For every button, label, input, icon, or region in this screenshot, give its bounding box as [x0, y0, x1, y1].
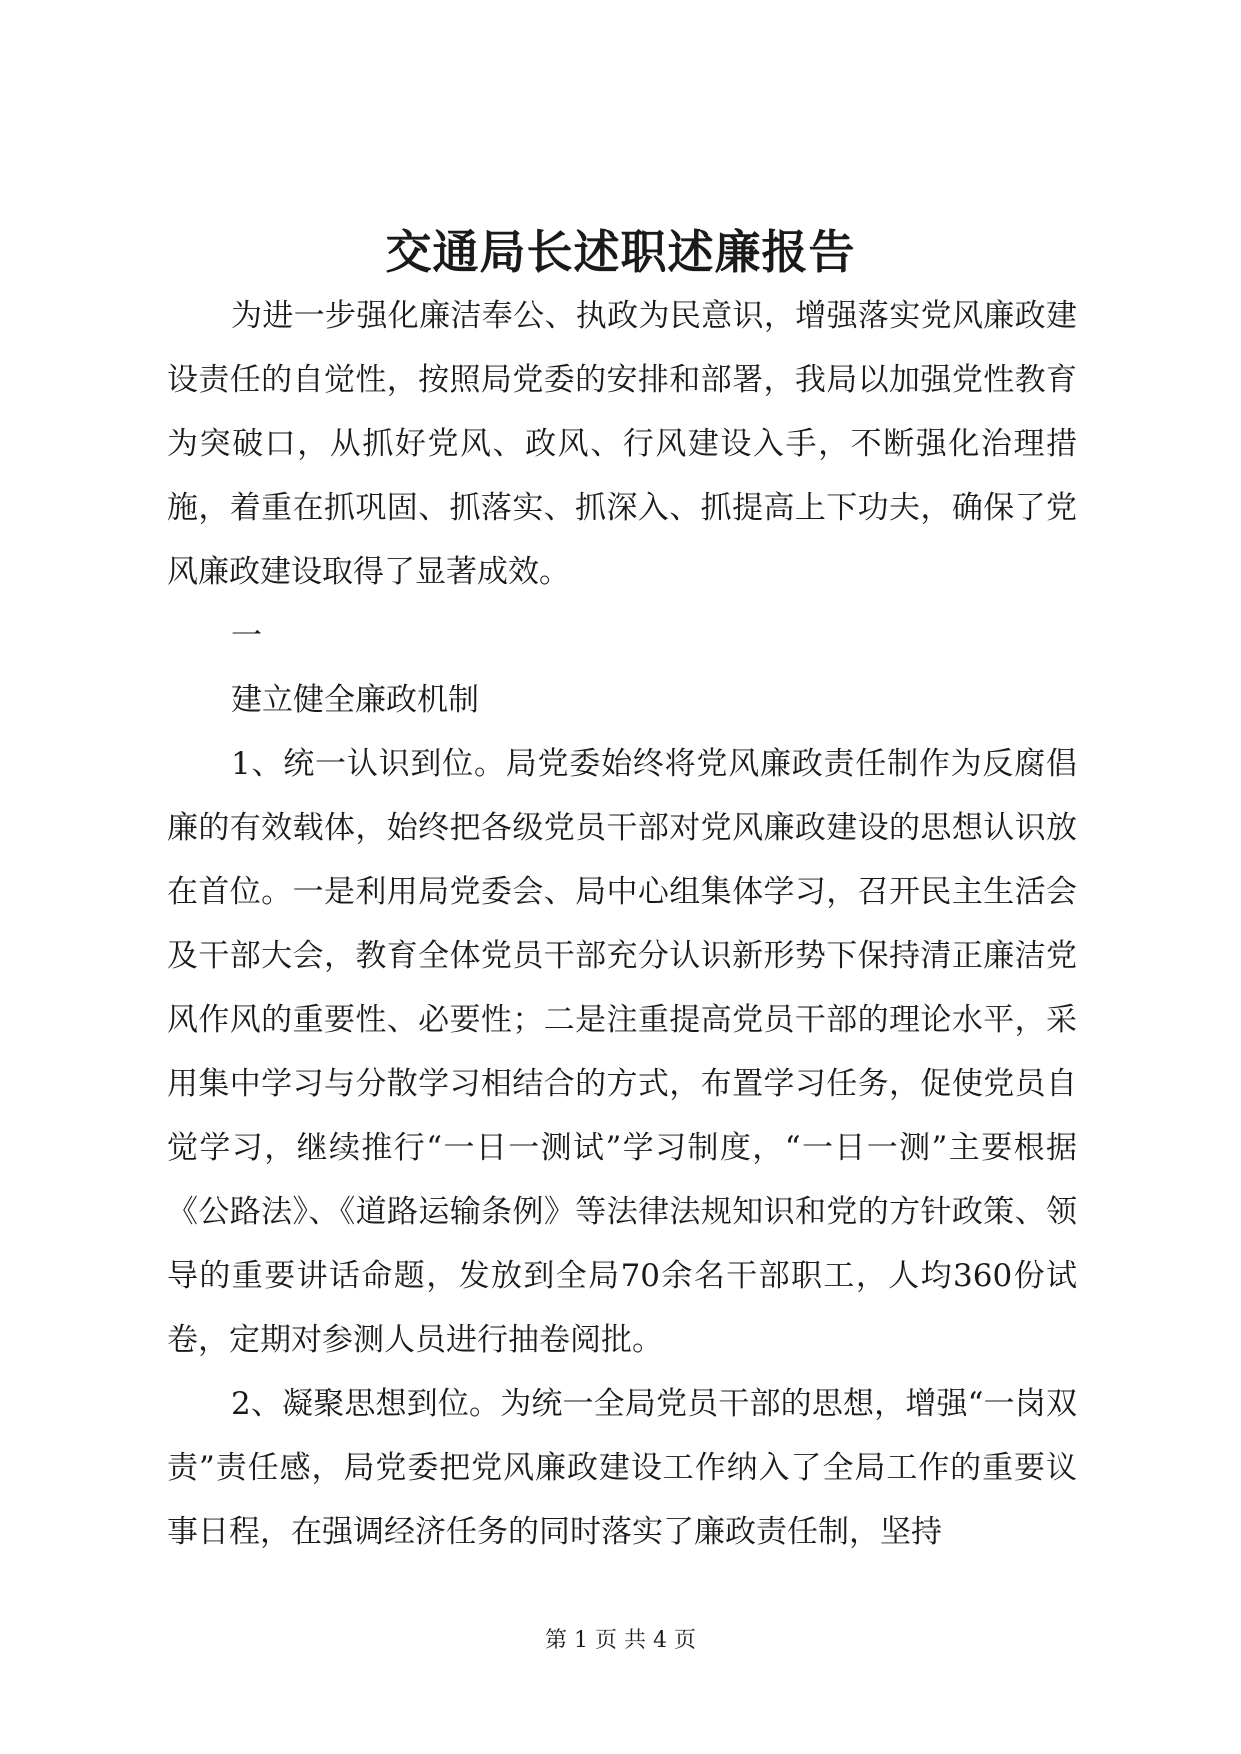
- document-title: 交通局长述职述廉报告: [385, 225, 856, 279]
- point-2-paragraph: 2、凝聚思想到位。为统一全局党员干部的思想，增强“一岗双责”责任感，局党委把党风廉政建设工作纳入了全局工作的重要议事日程，在强调经济任务的同时落实了廉政责任制，坚持: [167, 1386, 1077, 1550]
- section-number: 一: [231, 618, 262, 654]
- intro-paragraph: 为进一步强化廉洁奉公、执政为民意识，增强落实党风廉政建设责任的自觉性，按照局党委的安排和部署，我局以加强党性教育为突破口，从抓好党风、政风、行风建设入手，不断强化治理措施，着重在抓巩固、抓落实、抓深入、抓提高上下功夫，确保了党风廉政建设取得了显著成效。: [167, 298, 1077, 590]
- point-1-paragraph: 1、统一认识到位。局党委始终将党风廉政责任制作为反腐倡廉的有效载体，始终把各级党员干部对党风廉政建设的思想认识放在首位。一是利用局党委会、局中心组集体学习，召开民主生活会及干部大会，教育全体党员干部充分认识新形势下保持清正廉洁党风作风的重要性、必要性；二是注重提高党员干部的理论水平，采用集中学习与分散学习相结合的方式，布置学习任务，促使党员自觉学习，继续推行“一日一测试”学习制度，“一日一测”主要根据《公路法》、《道路运输条例》等法律法规知识和党的方针政策、领导的重要讲话命题，发放到全局70余名干部职工，人均360份试卷，定期对参测人员进行抽卷阅批。: [167, 746, 1077, 1358]
- section-heading: 建立健全廉政机制: [231, 682, 479, 718]
- page-footer: 第 1 页 共 4 页: [545, 1628, 696, 1653]
- document-body: [167, 284, 1077, 1564]
